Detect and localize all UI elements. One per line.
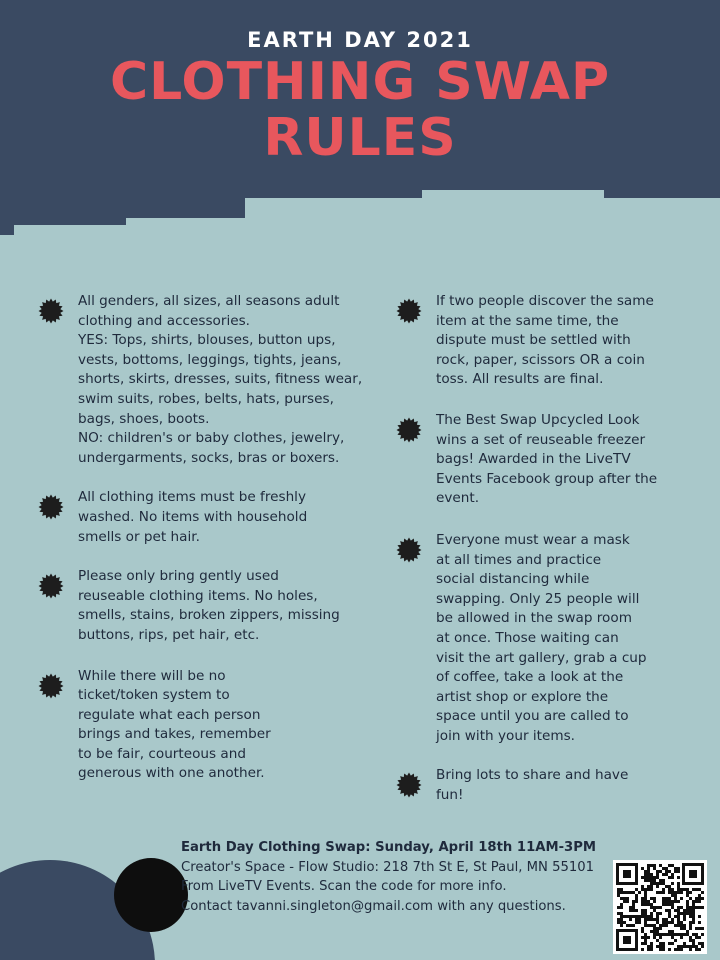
rule-line: smells, stains, broken zippers, missing bbox=[78, 607, 340, 624]
rule-line: be allowed in the swap room bbox=[436, 610, 632, 627]
rule-line: buttons, rips, pet hair, etc. bbox=[78, 626, 260, 643]
rule-line: visit the art gallery, grab a cup bbox=[436, 649, 647, 666]
event-organizer-line: From LiveTV Events. Scan the code for more info. bbox=[181, 879, 507, 894]
starburst-bullet-icon bbox=[38, 573, 64, 599]
event-location-line: Creator's Space - Flow Studio: 218 7th St E, St Paul, MN 55101 bbox=[181, 859, 595, 875]
rule-line: wins a set of reuseable freezer bbox=[436, 431, 646, 448]
rule-line: YES: Tops, shirts, blouses, button ups, bbox=[78, 332, 336, 349]
rule-line: clothing and accessories. bbox=[78, 312, 251, 329]
starburst-bullet-icon bbox=[396, 298, 422, 324]
event-details-footer bbox=[181, 838, 601, 916]
rule-item bbox=[38, 488, 368, 547]
rules-right-column bbox=[396, 292, 686, 806]
starburst-bullet-icon bbox=[38, 298, 64, 324]
rule-line: All clothing items must be freshly bbox=[78, 489, 307, 506]
rule-line: at once. Those waiting can bbox=[436, 629, 619, 646]
starburst-bullet-icon bbox=[396, 772, 422, 798]
event-date-line: Earth Day Clothing Swap: Sunday, April 18th 11AM-3PM bbox=[181, 840, 597, 855]
rule-line: Please only bring gently used bbox=[78, 568, 279, 585]
rule-line: bags! Awarded in the LiveTV bbox=[436, 451, 631, 468]
starburst-bullet-icon bbox=[396, 537, 422, 563]
rule-line: join with your items. bbox=[436, 727, 575, 744]
title-line-2: RULES bbox=[263, 108, 457, 168]
decorative-circles bbox=[0, 840, 200, 960]
rule-line: The Best Swap Upcycled Look bbox=[436, 411, 640, 428]
rule-line: vests, bottoms, leggings, tights, jeans, bbox=[78, 351, 342, 368]
rule-line: Bring lots to share and have bbox=[436, 767, 629, 784]
rule-line: reuseable clothing items. No holes, bbox=[78, 587, 318, 604]
rule-item bbox=[396, 292, 686, 390]
rule-line: ticket/token system to bbox=[78, 687, 230, 704]
rule-line: at all times and practice bbox=[436, 551, 602, 568]
rule-line: fun! bbox=[436, 787, 464, 804]
title-line-1: CLOTHING SWAP bbox=[109, 52, 611, 112]
rule-line: While there will be no bbox=[78, 667, 226, 684]
rule-line: bags, shoes, boots. bbox=[78, 410, 210, 427]
rule-line: washed. No items with household bbox=[78, 508, 308, 525]
rule-line: undergarments, socks, bras or boxers. bbox=[78, 449, 340, 466]
starburst-bullet-icon bbox=[396, 417, 422, 443]
event-contact-line: Contact tavanni.singleton@gmail.com with any questions. bbox=[181, 898, 566, 914]
rules-left-column bbox=[38, 292, 368, 784]
rule-line: All genders, all sizes, all seasons adult bbox=[78, 293, 340, 309]
rule-line: rock, paper, scissors OR a coin bbox=[436, 351, 645, 368]
rule-line: generous with one another. bbox=[78, 765, 265, 782]
rule-item bbox=[396, 766, 686, 805]
rule-line: brings and takes, remember bbox=[78, 726, 271, 743]
black-circle bbox=[114, 858, 188, 932]
rule-item bbox=[38, 567, 368, 645]
starburst-bullet-icon bbox=[38, 673, 64, 699]
starburst-bullet-icon bbox=[38, 494, 64, 520]
event-kicker: EARTH DAY 2021 bbox=[247, 28, 473, 52]
rule-line: swim suits, robes, belts, hats, purses, bbox=[78, 390, 334, 407]
rule-line: toss. All results are final. bbox=[436, 371, 604, 388]
rule-line: regulate what each person bbox=[78, 706, 261, 723]
rule-line: dispute must be settled with bbox=[436, 332, 631, 349]
rule-item bbox=[38, 667, 368, 785]
rule-line: to be fair, courteous and bbox=[78, 745, 247, 762]
rule-line: shorts, skirts, dresses, suits, fitness wear, bbox=[78, 371, 363, 388]
rule-line: of coffee, take a look at the bbox=[436, 669, 624, 686]
rule-line: social distancing while bbox=[436, 571, 590, 588]
rule-line: artist shop or explore the bbox=[436, 688, 609, 705]
rule-line: NO: children's or baby clothes, jewelry, bbox=[78, 430, 345, 447]
rule-item bbox=[396, 531, 686, 747]
rule-line: item at the same time, the bbox=[436, 312, 619, 329]
rule-line: swapping. Only 25 people will bbox=[436, 590, 640, 607]
page-title bbox=[0, 54, 720, 166]
rule-line: Events Facebook group after the bbox=[436, 470, 658, 487]
rule-line: event. bbox=[436, 490, 480, 507]
rule-line: If two people discover the same bbox=[436, 293, 654, 309]
qr-code-icon[interactable] bbox=[613, 860, 707, 954]
rule-line: smells or pet hair. bbox=[78, 528, 200, 545]
rule-item bbox=[38, 292, 368, 468]
rule-item bbox=[396, 411, 686, 509]
rule-line: space until you are called to bbox=[436, 708, 629, 725]
rule-line: Everyone must wear a mask bbox=[436, 531, 630, 548]
